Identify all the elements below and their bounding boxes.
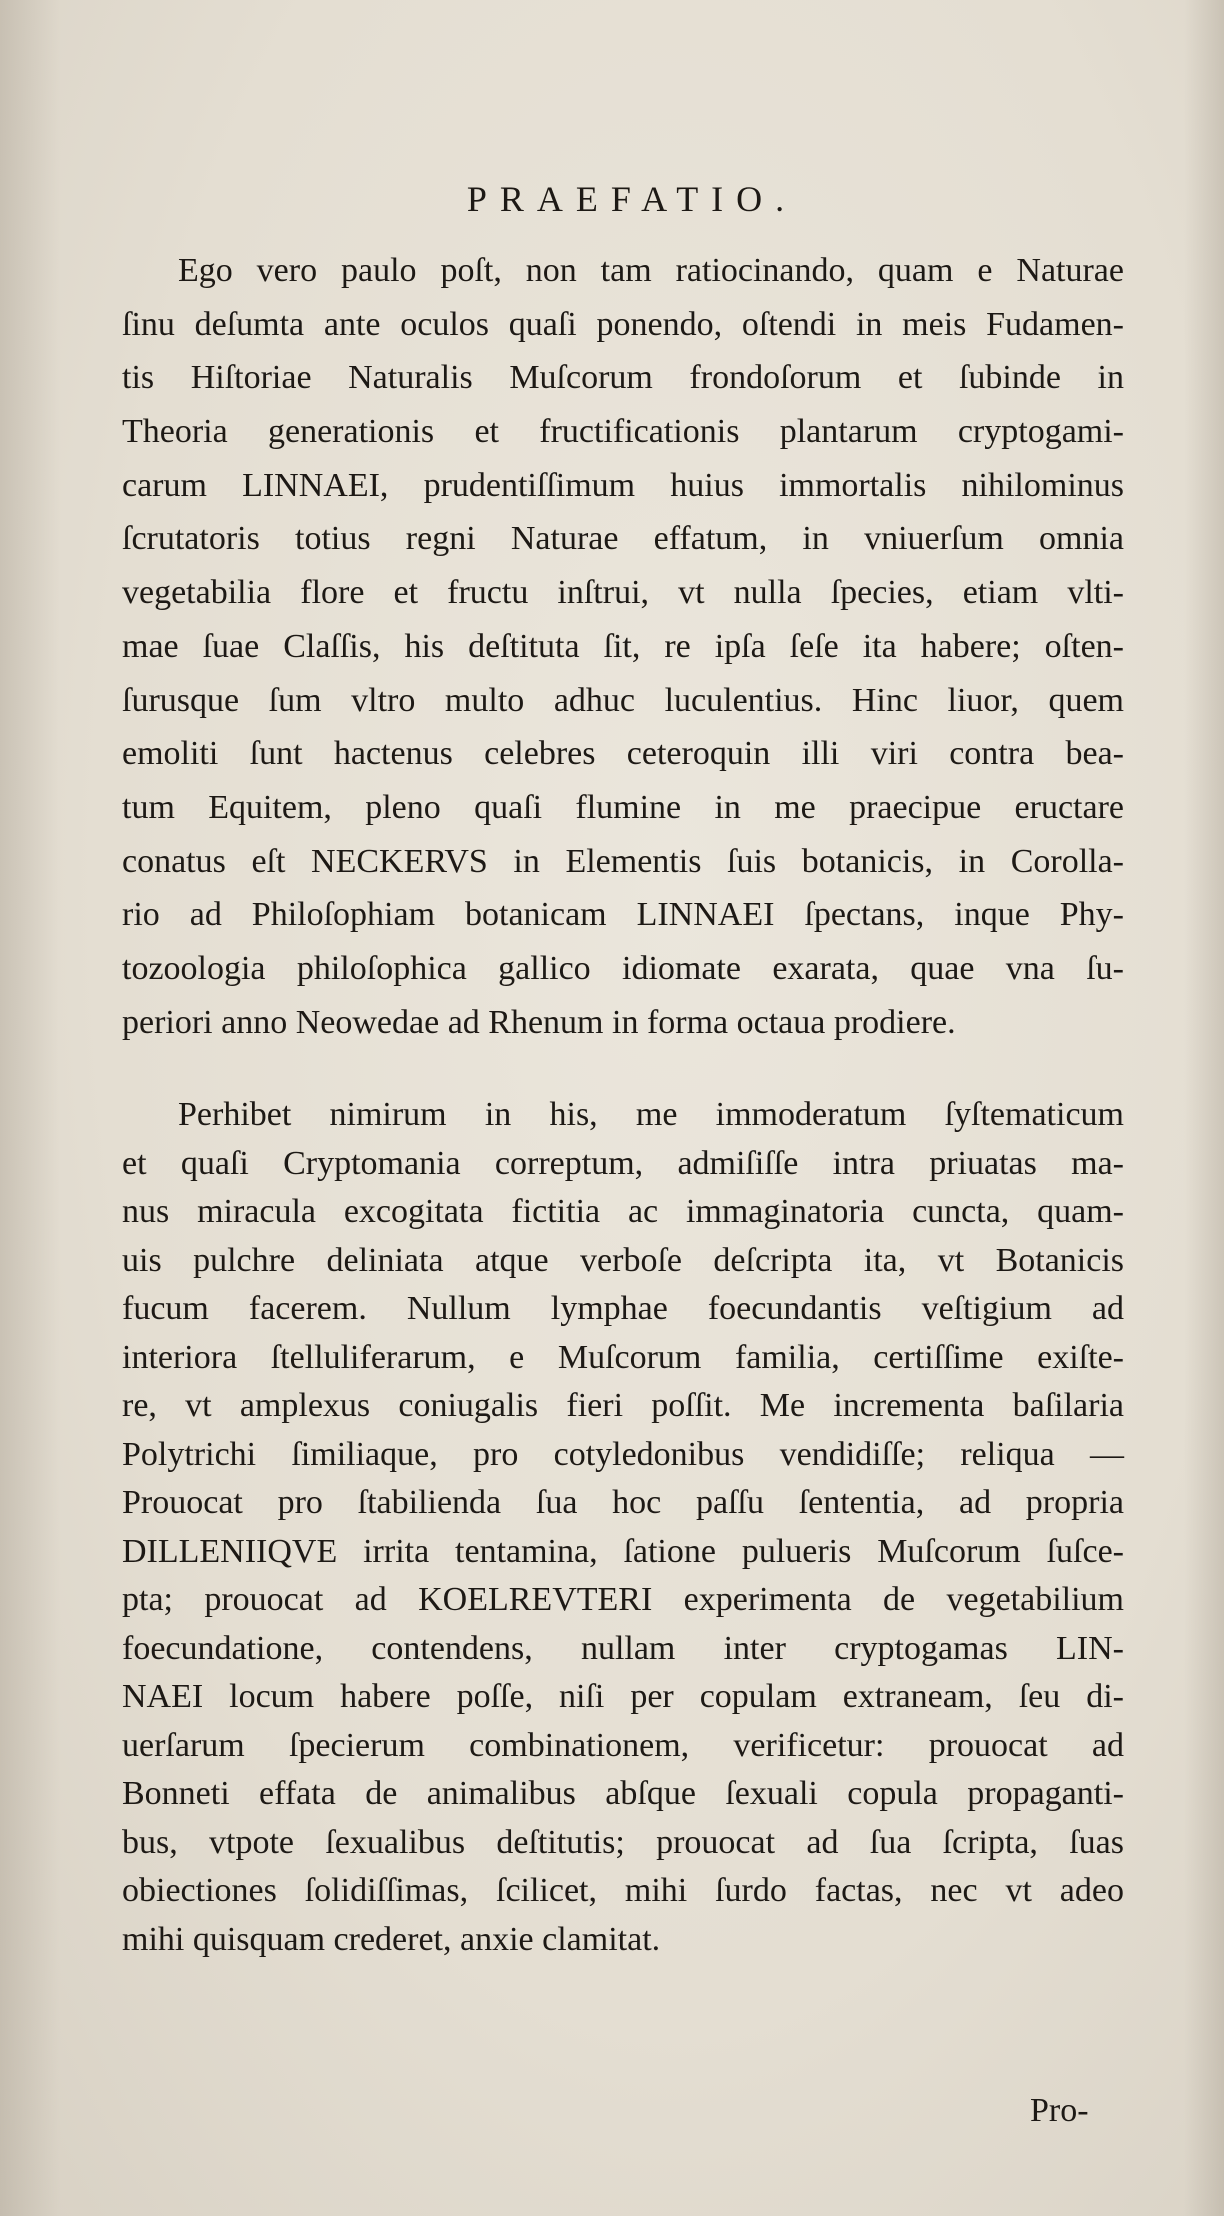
text-line: carum LINNAEI, prudentiſſimum huius immortalis nihilominus [122, 466, 1124, 504]
text-line: bus, vtpote ſexualibus deſtitutis; prouocat ad ſua ſcripta, ſuas [122, 1823, 1124, 1861]
text-line: rio ad Philoſophiam botanicam LINNAEI ſpectans, inque Phy- [122, 896, 1124, 934]
text-line: tum Equitem, pleno quaſi flumine in me praecipue eructare [122, 788, 1124, 826]
text-line: uerſarum ſpecierum combinationem, verificetur: prouocat ad [122, 1726, 1124, 1764]
text-line: obiectiones ſolidiſſimas, ſcilicet, mihi ſurdo factas, nec vt adeo [122, 1872, 1124, 1909]
text-line: pta; prouocat ad KOELREVTERI experimenta de vegetabilium [122, 1581, 1124, 1618]
text-line: ſurusque ſum vltro multo adhuc luculentius. Hinc liuor, quem [122, 681, 1124, 719]
text-line: fucum facerem. Nullum lymphae foecundantis veſtigium ad [122, 1290, 1124, 1327]
text-line: re, vt amplexus coniugalis fieri poſſit. Me incrementa baſilaria [122, 1387, 1124, 1424]
text-line: nus miracula excogitata fictitia ac immaginatoria cuncta, quam- [122, 1193, 1124, 1230]
text-line: et quaſi Cryptomania correptum, admiſiſſe intra priuatas ma- [122, 1144, 1124, 1182]
text-line: interiora ſtelluliferarum, e Muſcorum familia, certiſſime exiſte- [122, 1338, 1124, 1376]
page-gutter-shadow [0, 0, 60, 2216]
catchword: Pro- [1030, 2092, 1089, 2129]
text-line: Bonneti effata de animalibus abſque ſexuali copula propaganti- [122, 1775, 1124, 1812]
text-line: tozoologia philoſophica gallico idiomate exarata, quae vna ſu- [122, 949, 1124, 987]
text-line: Polytrichi ſimiliaque, pro cotyledonibus vendidiſſe; reliqua — [122, 1435, 1124, 1473]
paragraph-1 [122, 244, 1124, 1049]
text-line: uis pulchre deliniata atque verboſe deſcripta ita, vt Botanicis [122, 1241, 1124, 1279]
text-line: mae ſuae Claſſis, his deſtituta ſit, re ipſa ſeſe ita habere; oſten- [122, 627, 1124, 665]
text-line: vegetabilia flore et fructu inſtrui, vt nulla ſpecies, etiam vlti- [122, 574, 1124, 612]
text-line: tis Hiſtoriae Naturalis Muſcorum frondoſorum et ſubinde in [122, 359, 1124, 397]
text-line: Ego vero paulo poſt, non tam ratiocinando, quam e Naturae [178, 252, 1124, 289]
text-line: emoliti ſunt hactenus celebres ceteroquin illi viri contra bea- [122, 735, 1124, 773]
text-line: DILLENIIQVE irrita tentamina, ſatione pulueris Muſcorum ſuſce- [122, 1532, 1124, 1570]
text-line: ſinu deſumta ante oculos quaſi ponendo, oſtendi in meis Fudamen- [122, 305, 1124, 343]
text-line: conatus eſt NECKERVS in Elementis ſuis botanicis, in Corolla- [122, 842, 1124, 880]
paragraph-2 [122, 1091, 1124, 1964]
text-line: mihi quisquam crederet, anxie clamitat. [122, 1920, 661, 1958]
page-heading: PRAEFATIO. [466, 179, 798, 219]
text-line: Perhibet nimirum in his, me immoderatum ſyſtematicum [178, 1096, 1124, 1133]
text-line: Theoria generationis et fructificationis plantarum cryptogami- [122, 413, 1124, 451]
text-line: Prouocat pro ſtabilienda ſua hoc paſſu ſententia, ad propria [122, 1484, 1124, 1521]
text-line: foecundatione, contendens, nullam inter cryptogamas LIN- [122, 1629, 1124, 1667]
text-line: periori anno Neowedae ad Rhenum in forma octaua prodiere. [122, 1003, 956, 1041]
page-edge-shadow [1184, 0, 1224, 2216]
text-line: NAEI locum habere poſſe, niſi per copulam extraneam, ſeu di- [122, 1678, 1124, 1715]
text-line: ſcrutatoris totius regni Naturae effatum, in vniuerſum omnia [122, 520, 1124, 558]
